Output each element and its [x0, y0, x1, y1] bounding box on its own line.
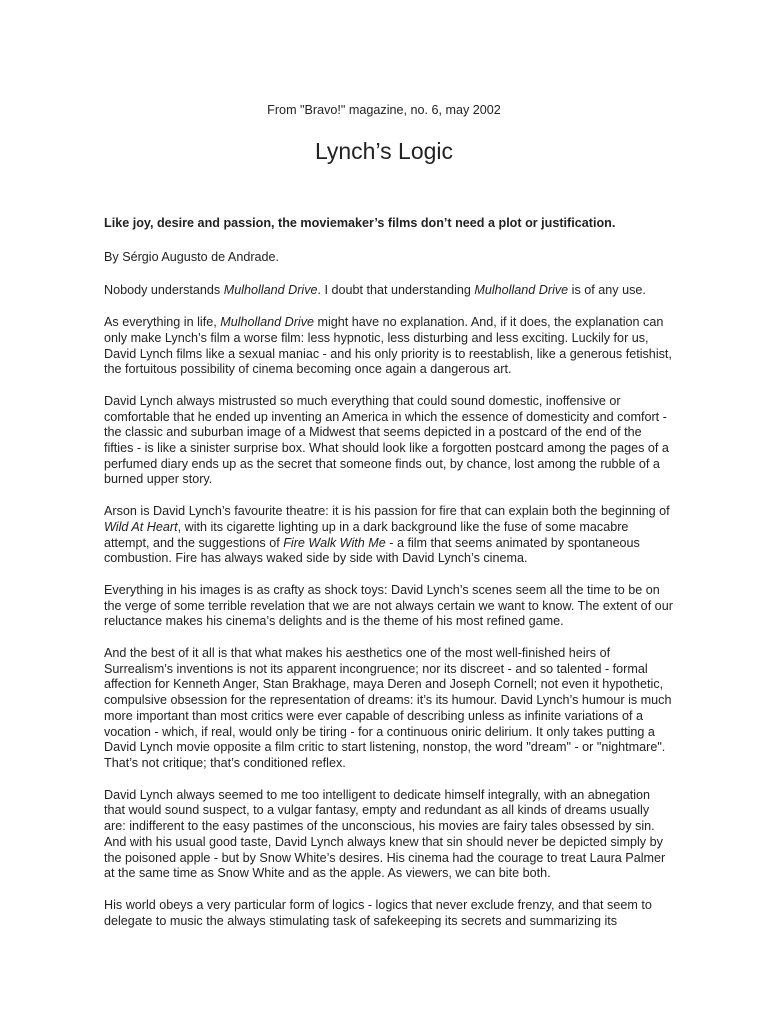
- text-run: As everything in life,: [104, 315, 221, 330]
- paragraph-1: [104, 283, 674, 299]
- paragraph-5: Everything in his images is as crafty as shock toys: David Lynch’s scenes seem all the time to be on the verge of some terrible revelation that we are not always certain we want to know. The extent of our reluctance makes his cinema’s delights and is the theme of his most refined game.: [104, 582, 673, 629]
- text-run: might have no explanation. And, if it does, the explanation can only make Lynch’s film a worse film: less hypnotic, less disturbing and less exciting. Luckily for us, David Lynch films like a sexual maniac - and his only priority is to reestablish, like a generous fetishist, the fortuitous possibility of cinema becoming once again a dangerous art.: [104, 315, 672, 377]
- text-run: Nobody understands: [104, 283, 224, 298]
- film-title: Mulholland Drive: [223, 283, 318, 298]
- film-title: Fire Walk With Me: [283, 535, 386, 550]
- paragraph-7: David Lynch always seemed to me too intelligent to dedicate himself integrally, with an abnegation that would sound suspect, to a vulgar fantasy, empty and redundant as all kinds of dreams usually are: indifferent to the easy pastimes of the unconscious, his movies are fairy tales obsessed by sin. And with his usual good taste, David Lynch always knew that sin should never be depicted simply by the poisoned apple - but by Snow White’s desires. His cinema had the courage to treat Laura Palmer at the same time as Snow White and as the apple. As viewers, we can bite both.: [104, 787, 666, 881]
- lede: Like joy, desire and passion, the moviemaker’s films don’t need a plot or justification.: [104, 216, 616, 230]
- source-line: From "Bravo!" magazine, no. 6, may 2002: [267, 103, 501, 117]
- paragraph-4: [104, 504, 674, 567]
- film-title: Wild At Heart: [104, 519, 178, 534]
- paragraph-2: [104, 315, 674, 378]
- byline: By Sérgio Augusto de Andrade.: [104, 249, 280, 264]
- paragraph-8: His world obeys a very particular form of logics - logics that never exclude frenzy, and that seem to delegate to music the always stimulating task of safekeeping its secrets and summarizing its: [104, 897, 652, 928]
- text-run: is of any use.: [568, 283, 646, 298]
- paragraph-3: David Lynch always mistrusted so much everything that could sound domestic, inoffensive or comfortable that he ended up inventing an America in which the essence of domesticity and comfort - the classic and suburban image of a Midwest that seems depicted in a postcard of the end of the fifties - is like a sinister surprise box. What should look like a forgotten postcard among the pages of a perfumed diary ends up as the secret that someone finds out, by chance, lost among the rubble of a burned upper story.: [104, 393, 669, 487]
- article-title: Lynch’s Logic: [314, 138, 454, 164]
- text-run: , with its cigarette lighting up in a dark background like the fuse of some macabre attempt, and the suggestions of: [104, 519, 629, 550]
- film-title: Mulholland Drive: [474, 283, 569, 298]
- article-body: [104, 216, 674, 945]
- text-run: Arson is David Lynch’s favourite theatre: it is his passion for fire that can explain both the beginning of: [104, 504, 670, 519]
- text-run: . I doubt that understanding: [317, 283, 475, 298]
- text-run: - a film that seems animated by spontaneous combustion. Fire has always waked side by side with David Lynch’s cinema.: [104, 535, 640, 566]
- paragraph-6: And the best of it all is that what makes his aesthetics one of the most well-finished heirs of Surrealism’s inventions is not its apparent incongruence; nor its discreet - and so talented - formal affection for Kenneth Anger, Stan Brakhage, maya Deren and Joseph Cornell; not even it hypothetic, compulsive obsession for the representation of dreams: it’s its humour. David Lynch’s humour is much more important than most critics were ever capable of describing unless as infinite variations of a vocation - which, if real, would only be tiring - for a continuous oniric delirium. It only takes putting a David Lynch movie opposite a film critic to start listening, nonstop, the word "dream" - or "nightmare". That’s not critique; that’s conditioned reflex.: [104, 646, 672, 770]
- film-title: Mulholland Drive: [220, 315, 314, 330]
